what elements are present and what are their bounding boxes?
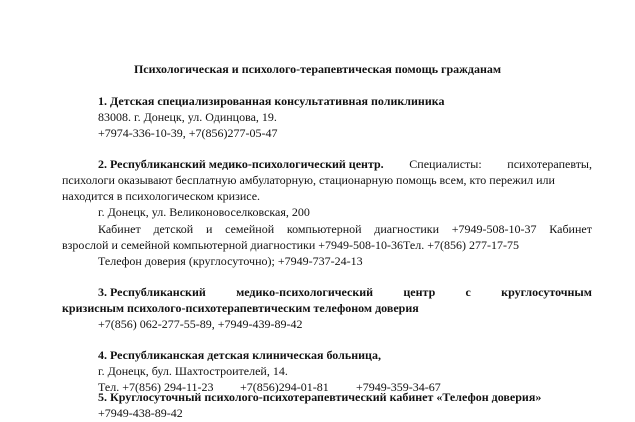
section-4-heading: 4. Республиканская детская клиническая больница, [98,348,381,362]
section-4-phone-1: Тел. +7(856) 294-11-23 [98,380,214,394]
section-3-heading-word: круглосуточным [501,285,592,299]
section-2-address: г. Донецк, ул. Великоновоселковская, 200 [98,205,310,219]
section-3-heading-word: медико-психологический [236,285,374,299]
section-2-hotline: Телефон доверия (круглосуточно); +7949-737-24-13 [98,254,363,268]
cabinet-word: +7949-508-10-37 [451,222,537,236]
cabinet-word: детской [153,222,194,236]
section-2-cabinet-line-1 [98,221,592,237]
section-3-heading-word: 3. Республиканский [98,285,206,299]
cabinet-word: семейной [225,222,275,236]
section-2-heading: 2. Республиканский медико-психологический центр. [98,157,384,171]
section-2-description-line-2: психологи оказывают бесплатную амбулаторную, стационарную помощь всем, кто пережил или [62,173,555,187]
section-3-heading-line-1 [98,284,592,300]
cabinet-word: и [205,222,213,236]
section-2-heading-line [98,156,592,172]
section-3-heading-word: с [465,285,471,299]
section-1-heading: 1. Детская специализированная консультативная поликлиника [98,94,445,108]
section-3-heading-word: центр [403,285,436,299]
cabinet-word: Кабинет [549,222,592,236]
section-2-description-line-3: находится в психологическом кризисе. [62,189,261,203]
section-1-phones: +7974-336-10-39, +7(856)277-05-47 [98,126,278,140]
section-4-address: г. Донецк, бул. Шахтостроителей, 14. [98,364,288,378]
section-5-heading: 5. Круглосуточный психолого-психотерапевтический кабинет «Телефон доверия» [98,390,542,404]
page-title: Психологическая и психолого-терапевтическая помощь гражданам [133,62,502,76]
section-4-phone-3: +7949-359-34-67 [356,380,441,394]
section-2-word: психотерапевты, [507,157,592,171]
section-4-phone-2: +7(856)294-01-81 [240,380,329,394]
cabinet-word: компьютерной [286,222,362,236]
section-5-phones: +7949-438-89-42 [98,406,183,420]
section-2-word: Специалисты: [409,157,482,171]
section-3-phones: +7(856) 062-277-55-89, +7949-439-89-42 [98,317,303,331]
cabinet-word: Кабинет [98,222,141,236]
section-1-address: 83008. г. Донецк, ул. Одинцова, 19. [98,110,277,124]
cabinet-word: диагностики [374,222,440,236]
section-2-cabinet-line-2: взрослой и семейной компьютерной диагностики +7949-508-10-36Тел. +7(856) 277-17-75 [62,238,519,252]
section-3-heading-line-2: кризисным психолого-психотерапевтическим телефоном доверия [62,301,419,315]
